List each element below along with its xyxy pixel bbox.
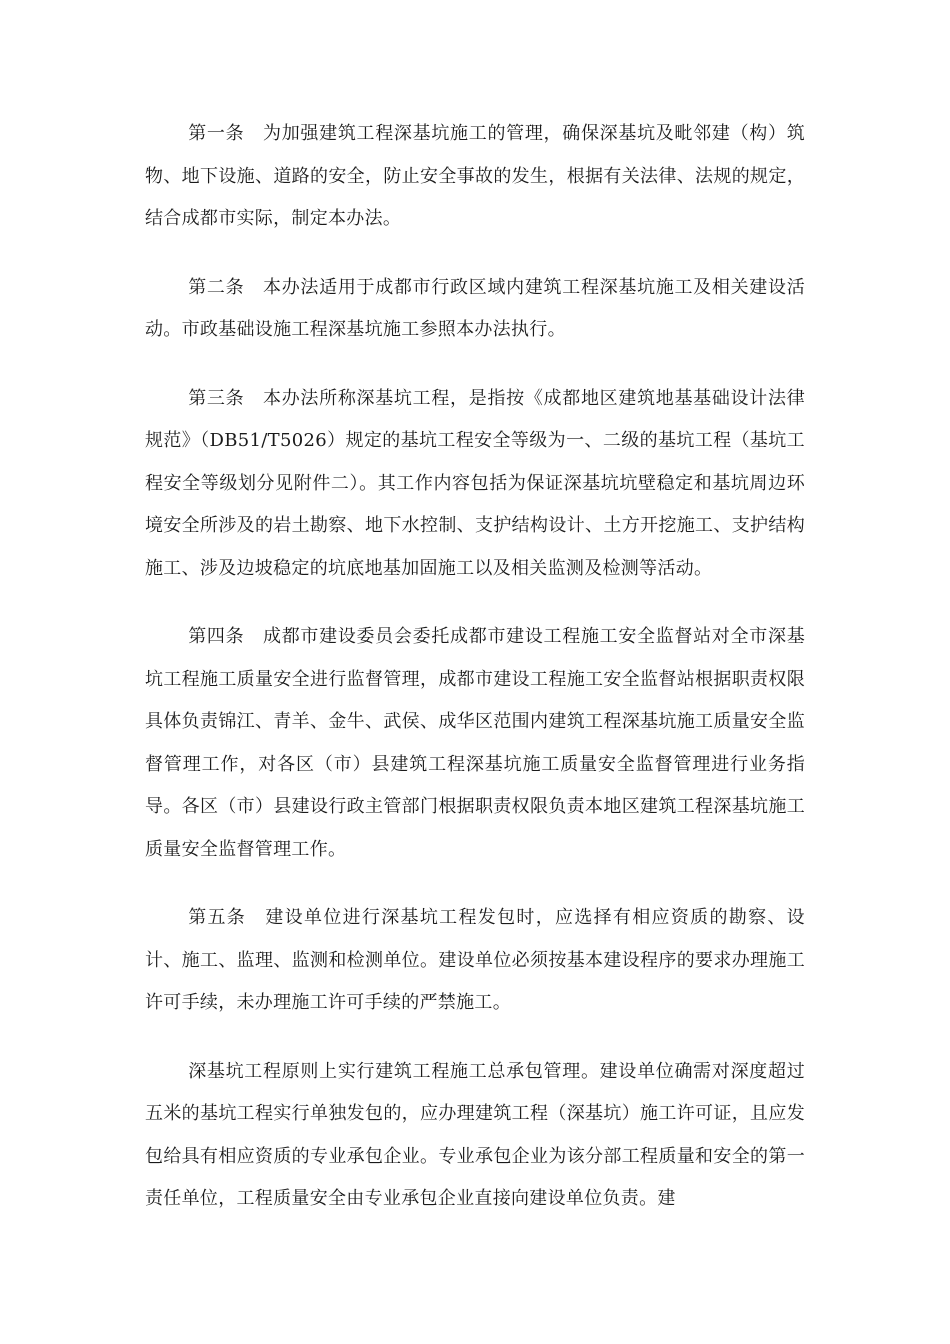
- article-5-continuation-paragraph: 深基坑工程原则上实行建筑工程施工总承包管理。建设单位确需对深度超过五米的基坑工程实行单独发包的，应办理建筑工程（深基坑）施工许可证，且应发包给具有相应资质的专业承包企业。专业承包企业为该分部工程质量和安全的第一责任单位，工程质量安全由专业承包企业直接向建设单位负责。建: [145, 1060, 805, 1209]
- document-body: [145, 113, 805, 1247]
- article-5-paragraph: 第五条 建设单位进行深基坑工程发包时，应选择有相应资质的勘察、设计、施工、监理、监测和检测单位。建设单位必须按基本建设程序的要求办理施工许可手续，未办理施工许可手续的严禁施工。: [145, 907, 805, 1013]
- article-4-paragraph: 第四条 成都市建设委员会委托成都市建设工程施工安全监督站对全市深基坑工程施工质量安全进行监督管理，成都市建设工程施工安全监督站根据职责权限具体负责锦江、青羊、金牛、武侯、成华区范围内建筑工程深基坑施工质量安全监督管理工作，对各区（市）县建筑工程深基坑施工质量安全监督管理进行业务指导。各区（市）县建设行政主管部门根据职责权限负责本地区建筑工程深基坑施工质量安全监督管理工作。: [145, 626, 805, 860]
- article-2-paragraph: 第二条 本办法适用于成都市行政区域内建筑工程深基坑施工及相关建设活动。市政基础设施工程深基坑施工参照本办法执行。: [145, 276, 805, 340]
- article-3-paragraph: 第三条 本办法所称深基坑工程，是指按《成都地区建筑地基基础设计法律规范》（DB51/T5026）规定的基坑工程安全等级为一、二级的基坑工程（基坑工程安全等级划分见附件二）。其工作内容包括为保证深基坑坑壁稳定和基坑周边环境安全所涉及的岩土勘察、地下水控制、支护结构设计、土方开挖施工、支护结构施工、涉及边坡稳定的坑底地基加固施工以及相关监测及检测等活动。: [145, 387, 805, 579]
- article-1-paragraph: 第一条 为加强建筑工程深基坑施工的管理，确保深基坑及毗邻建（构）筑物、地下设施、道路的安全，防止安全事故的发生，根据有关法律、法规的规定，结合成都市实际，制定本办法。: [145, 123, 805, 229]
